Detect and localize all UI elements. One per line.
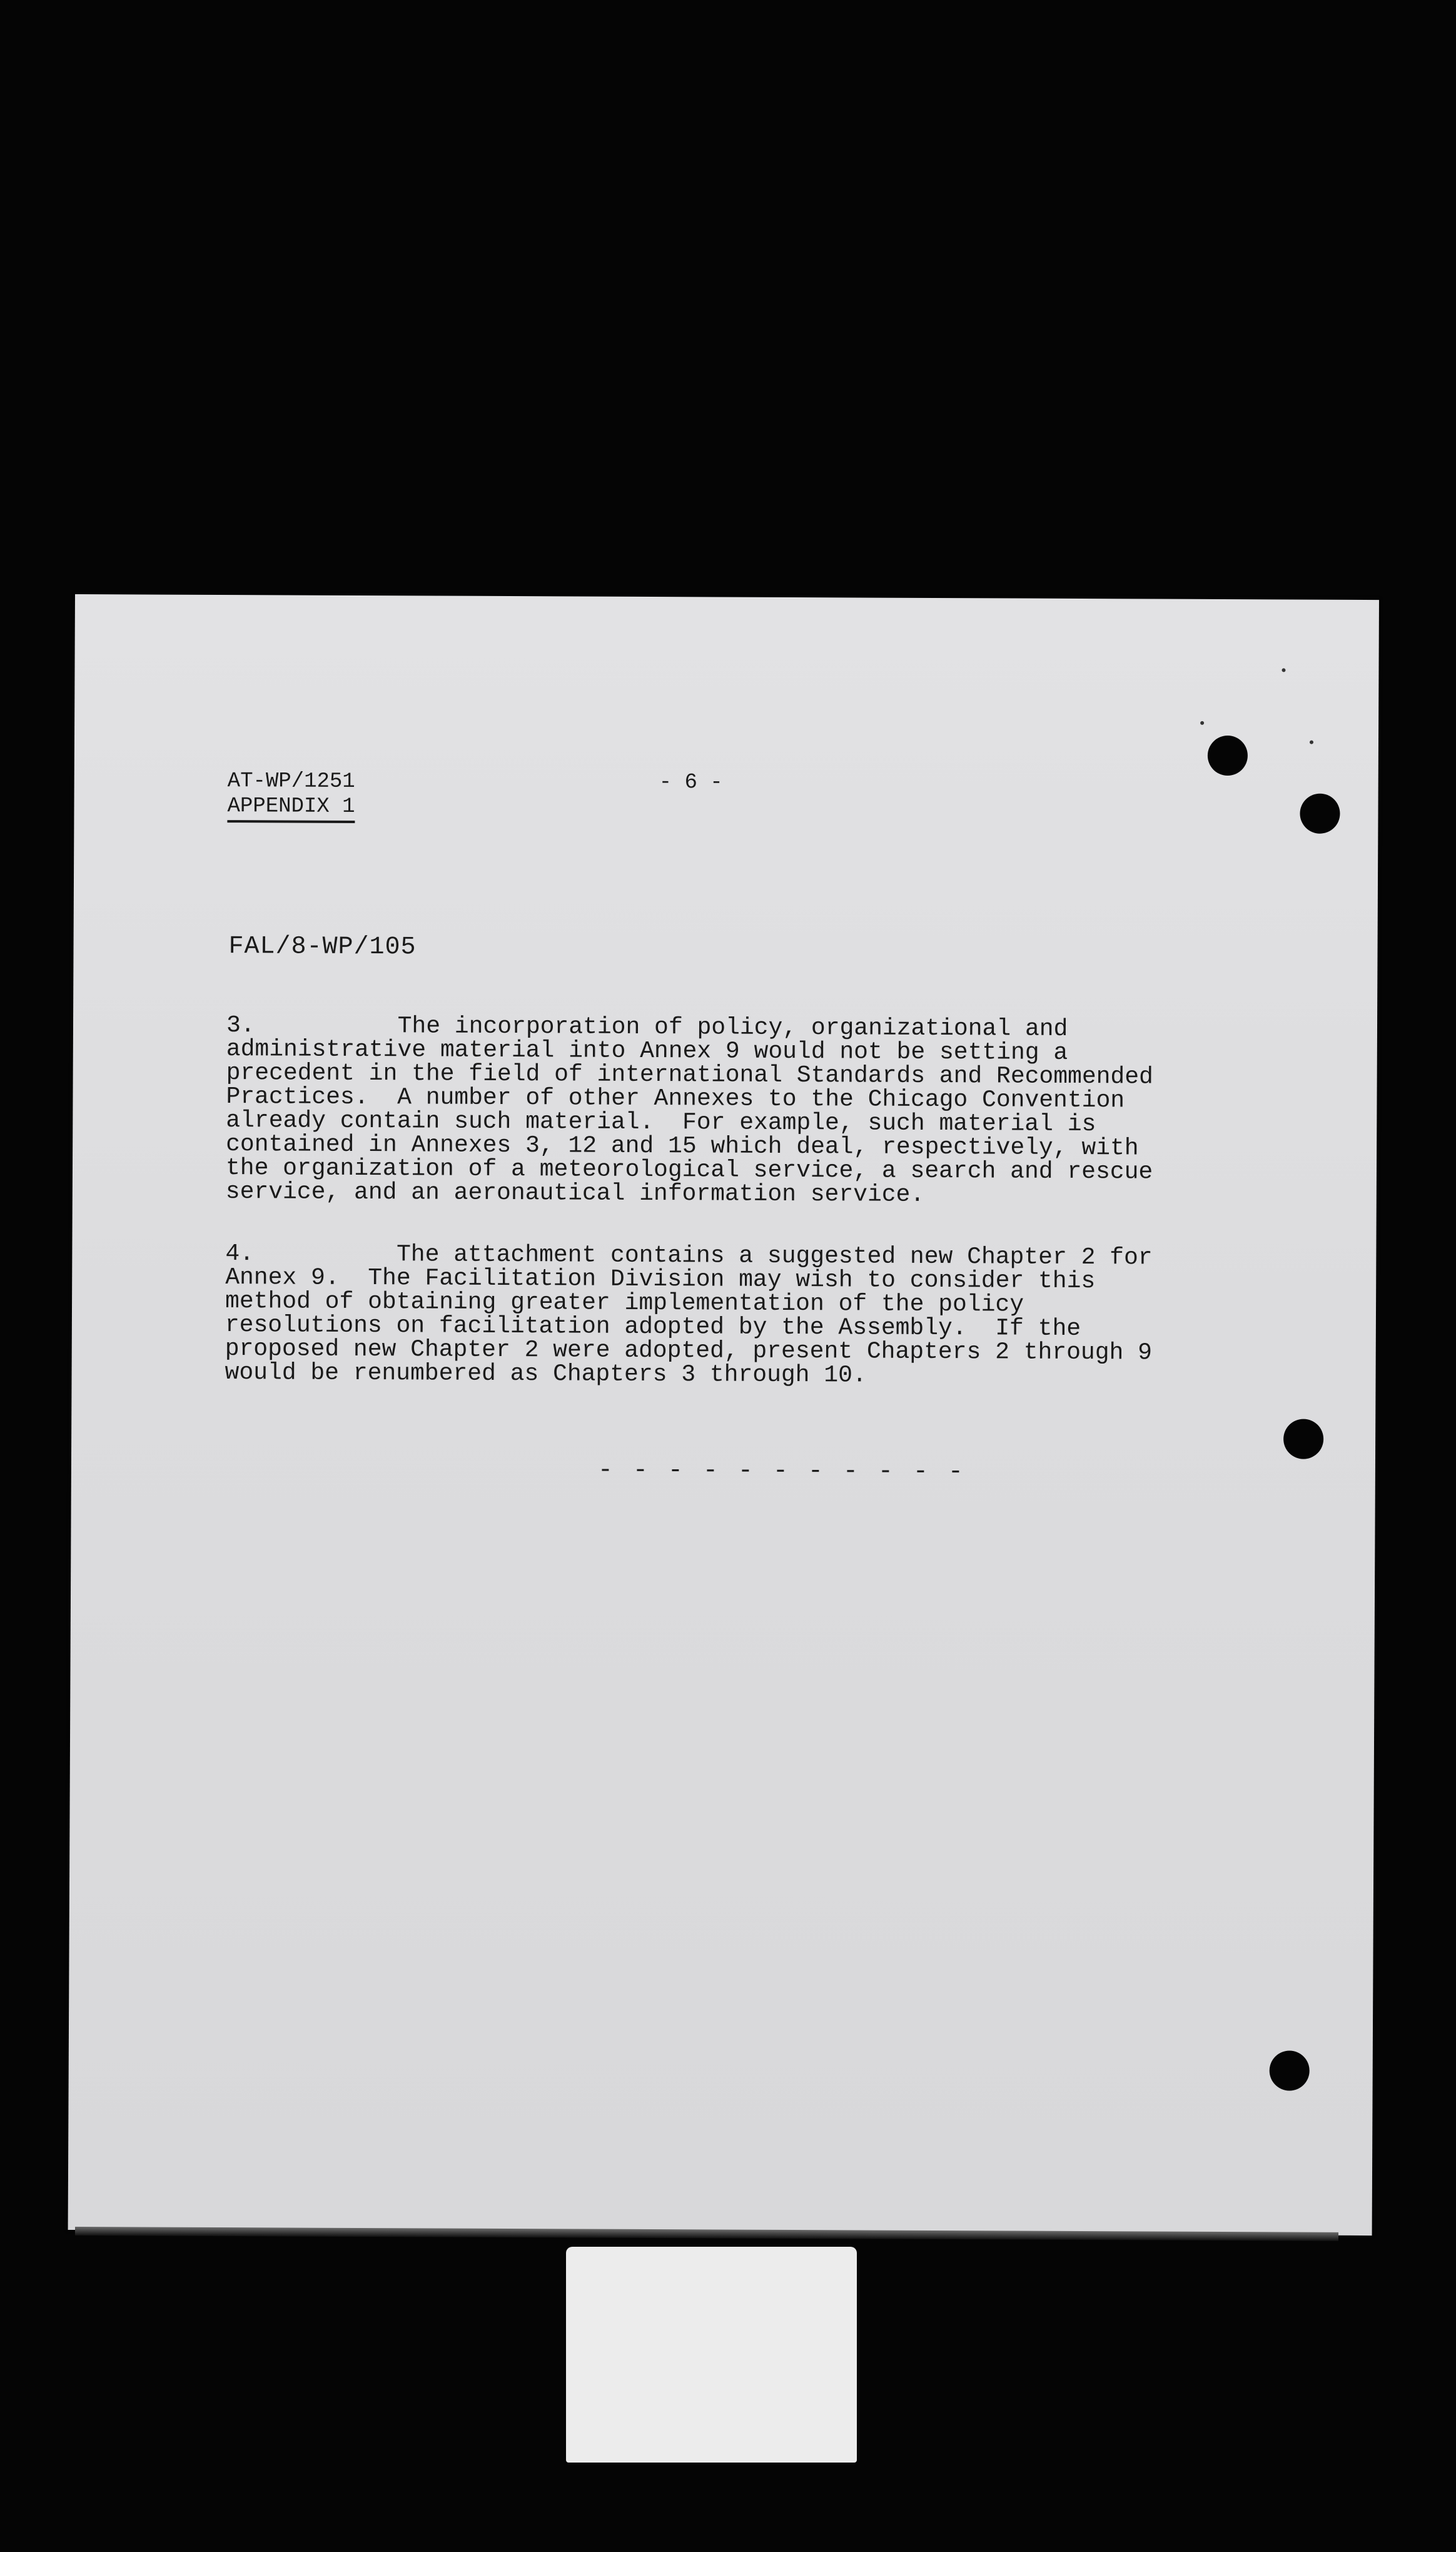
page-number: - 6 - (659, 771, 723, 795)
punch-hole (1300, 794, 1340, 834)
punch-hole (1283, 1419, 1323, 1459)
punch-hole (1208, 736, 1248, 776)
working-paper-reference: FAL/8-WP/105 (228, 933, 417, 962)
blank-tab-card (566, 2247, 857, 2463)
document-reference: AT-WP/1251 (227, 769, 355, 794)
scan-speck (1282, 668, 1285, 672)
paragraph-4: 4. The attachment contains a suggested new Chapter 2 for Annex 9. The Facilitation Division may wish to consider this method of obtaining greater implementation of the policy resolutions on facilitation adopted by the Assembly. If the proposed new Chapter 2 were adopted, present Chapters 2 through 9 would be renumbered as Chapters 3 through 10. (225, 1240, 1153, 1389)
section-separator: - - - - - - - - - - - (597, 1456, 966, 1487)
document-header (227, 769, 355, 823)
punch-hole (1270, 2050, 1310, 2090)
scan-speck (1310, 741, 1313, 744)
document-page (68, 594, 1379, 2236)
appendix-label: APPENDIX 1 (227, 794, 355, 823)
paragraph-3: 3. The incorporation of policy, organizational and administrative material into Annex 9 would not be setting a precedent in the field of international Standards and Recommended Practices. A number of other Annexes to the Chicago Convention already contain such material. For example, such material is contained in Annexes 3, 12 and 15 which deal, respectively, with the organization of a meteorological service, a search and rescue service, and an aeronautical information service. (225, 1012, 1153, 1208)
scan-speck (1200, 721, 1204, 725)
